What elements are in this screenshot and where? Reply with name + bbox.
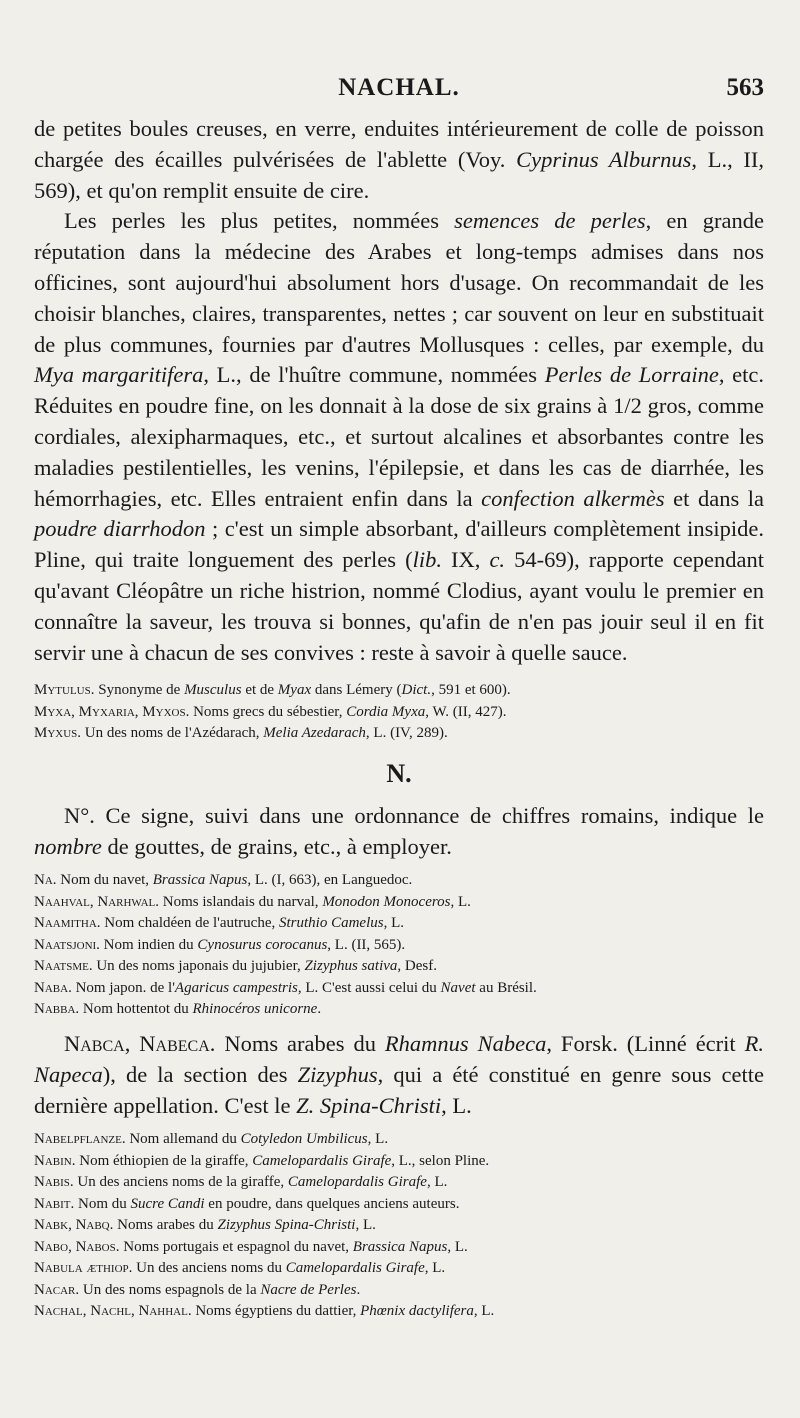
- text-run: . Nom japon. de l': [68, 979, 175, 996]
- text-run: . Noms islandais du narval,: [155, 893, 323, 910]
- dictionary-entry: [34, 1280, 764, 1302]
- entry-headword: Nabba: [34, 1001, 76, 1018]
- dictionary-entry: [34, 999, 764, 1021]
- text-run: . Noms portugais et espagnol du navet,: [115, 1238, 353, 1255]
- text-run: 54-69), rapporte cependant qu'avant Cléopâtre un riche histrion, nommé Clodius, ayant voulu le premier en connaître la saveur, les trouva si bonnes, qu'afin de n'en pas jouir seul il en fit servir une à chacun de ses convives : reste à savoir à quelle sauce.: [34, 547, 764, 665]
- text-run: , Desf.: [397, 958, 437, 975]
- italic-term: Phœnix dactylifera: [360, 1303, 474, 1320]
- text-run: dans Lémery (: [311, 682, 402, 699]
- text-run: de gouttes, de grains, etc., à employer.: [101, 833, 452, 859]
- text-run: . Nom du: [70, 1195, 131, 1212]
- dictionary-entry: [34, 935, 764, 957]
- text-run: . Nom chaldéen de l'autruche,: [96, 915, 279, 932]
- text-run: . Noms arabes du: [209, 1030, 385, 1056]
- text-run: ,: [124, 1030, 140, 1056]
- text-run: , L. (I, 663), en Languedoc.: [247, 872, 413, 889]
- entry-headword: Myxus: [34, 725, 78, 742]
- entry-list-na: [34, 870, 764, 1021]
- text-run: et dans la: [664, 485, 764, 511]
- text-run: ,: [71, 703, 79, 720]
- entry-list-nab: [34, 1129, 764, 1323]
- italic-term: poudre diarrhodon: [34, 516, 206, 542]
- text-run: au Brésil.: [475, 979, 537, 996]
- entry-headword: Nabeca: [139, 1030, 210, 1056]
- italic-term: Nacre de Perles: [260, 1281, 357, 1298]
- dictionary-entry: [34, 892, 764, 914]
- entry-headword: Nabis: [34, 1174, 70, 1191]
- text-run: . Noms égyptiens du dattier,: [187, 1303, 361, 1320]
- text-run: , L., II, 569), et qu'on remplit ensuite de cire.: [34, 146, 765, 203]
- italic-term: Myax: [277, 682, 312, 699]
- text-run: ; c'est un simple absorbant, d'ailleurs complètement insipide. Pline, qui traite longuement des perles (: [34, 516, 765, 573]
- italic-term: confection alkermès: [481, 485, 665, 511]
- text-run: Les perles les plus petites, nommées: [64, 208, 455, 234]
- page-number: 563: [726, 74, 764, 101]
- dictionary-entry: [34, 702, 764, 724]
- italic-term: Musculus: [184, 682, 242, 699]
- dictionary-entry: [34, 978, 764, 1000]
- text-run: , L.: [450, 893, 471, 910]
- text-run: , L., de l'huître commune, nommées: [203, 362, 545, 388]
- text-run: . Synonyme de: [90, 682, 185, 699]
- entry-headword: Myxos: [142, 703, 186, 720]
- italic-term: semences de perles: [454, 208, 646, 234]
- entry-headword: Narhwal: [97, 893, 156, 910]
- text-run: . Nom hottentot du: [75, 1001, 193, 1018]
- entry-headword: Myxa: [34, 703, 72, 720]
- entry-headword: Naba: [34, 979, 69, 996]
- text-run: . Un des noms japonais du jujubier,: [88, 958, 305, 975]
- dictionary-entry: [34, 1129, 764, 1151]
- text-run: .: [317, 1001, 322, 1018]
- entry-headword: Naatsme: [34, 958, 89, 975]
- text-run: . Noms arabes du: [109, 1217, 218, 1234]
- entry-headword: Na: [34, 872, 53, 889]
- italic-term: Camelopardalis Girafe: [285, 1260, 425, 1277]
- entry-headword: Nachl: [90, 1303, 132, 1320]
- text-run: . Un des anciens noms de la giraffe,: [69, 1174, 288, 1191]
- dictionary-entry: [34, 1194, 764, 1216]
- entry-headword: Mytulus: [34, 682, 91, 699]
- italic-term: Zizyphus sativa: [304, 958, 398, 975]
- italic-term: Zizyphus: [297, 1061, 378, 1087]
- entry-headword: Nacar: [34, 1281, 76, 1298]
- paragraph-nabca: [34, 1029, 764, 1121]
- text-run: , L.: [473, 1303, 495, 1320]
- text-run: , L.: [367, 1131, 389, 1148]
- entry-headword: Naamitha: [34, 915, 97, 932]
- text-run: . Un des noms espagnols de la: [75, 1281, 261, 1298]
- text-run: , L.: [383, 915, 405, 932]
- italic-term: Rhamnus Nabeca: [384, 1030, 547, 1056]
- entry-headword: Nabin: [34, 1152, 72, 1169]
- italic-term: nombre: [34, 833, 102, 859]
- italic-term: Navet: [440, 979, 476, 996]
- entry-headword: Nahhal: [138, 1303, 188, 1320]
- italic-term: c.: [489, 547, 506, 573]
- dictionary-entry: [34, 680, 764, 702]
- text-run: , L.: [426, 1174, 448, 1191]
- italic-term: Struthio Camelus: [279, 915, 384, 932]
- text-run: , 591 et 600).: [431, 682, 511, 699]
- italic-term: Brassica Napus: [352, 1238, 448, 1255]
- dictionary-entry: [34, 956, 764, 978]
- text-run: ,: [131, 1303, 139, 1320]
- entry-headword: Nabelpflanze: [34, 1131, 122, 1148]
- dictionary-entry: [34, 1258, 764, 1280]
- entry-headword: Naatsjoni: [34, 936, 97, 953]
- text-run: IX,: [441, 547, 490, 573]
- italic-term: Cotyledon Umbilicus: [240, 1131, 368, 1148]
- entry-headword: Nabca: [64, 1030, 125, 1056]
- italic-term: Mya margaritifera: [34, 362, 204, 388]
- text-run: , L. (IV, 289).: [365, 725, 448, 742]
- entry-headword: Nabos: [75, 1238, 116, 1255]
- italic-term: Camelopardalis Girafe: [252, 1152, 392, 1169]
- italic-term: Brassica Napus: [152, 872, 248, 889]
- text-run: ,: [89, 893, 98, 910]
- italic-term: Cordia Myxa: [346, 703, 426, 720]
- text-run: , qui a été constitué en genre sous cette dernière appellation. C'est le: [34, 1061, 764, 1118]
- text-run: ), de la section des: [102, 1061, 298, 1087]
- text-run: , L., selon Pline.: [391, 1152, 490, 1169]
- entry-headword: Myxaria: [78, 703, 135, 720]
- italic-term: lib.: [412, 547, 442, 573]
- text-run: . Nom allemand du: [121, 1131, 241, 1148]
- text-run: ,: [134, 703, 143, 720]
- italic-term: Cyprinus Alburnus: [516, 146, 692, 172]
- text-run: . Noms grecs du sébestier,: [185, 703, 347, 720]
- text-run: , L.: [441, 1092, 472, 1118]
- text-run: . Un des anciens noms du: [128, 1260, 286, 1277]
- text-run: . Nom du navet,: [52, 872, 153, 889]
- text-run: . Un des noms de l'Azédarach,: [77, 725, 264, 742]
- italic-term: Z. Spina-Christi: [296, 1092, 442, 1118]
- italic-term: Rhinocéros unicorne: [192, 1001, 318, 1018]
- dictionary-entry: [34, 913, 764, 935]
- text-run: , W. (II, 427).: [425, 703, 507, 720]
- dictionary-entry: [34, 1301, 764, 1323]
- text-run: , L.: [447, 1238, 468, 1255]
- text-run: de petites boules creuses, en verre, enduites intérieurement de colle de poisson chargée des écailles pulvérisées de l'ablette (Voy.: [34, 116, 764, 172]
- text-run: , L.: [355, 1217, 376, 1234]
- text-run: , Forsk. (Linné écrit: [546, 1030, 745, 1056]
- dictionary-entry: [34, 723, 764, 745]
- entry-headword: Nabula æthiop: [34, 1260, 129, 1277]
- entry-headword: Nabk: [34, 1217, 69, 1234]
- text-run: , L.: [424, 1260, 446, 1277]
- text-run: , L. (II, 565).: [327, 936, 406, 953]
- entry-list-my: [34, 680, 764, 745]
- text-run: et de: [241, 682, 278, 699]
- italic-term: Sucre Candi: [130, 1195, 205, 1212]
- italic-term: Zizyphus Spina-Christi: [217, 1217, 356, 1234]
- italic-term: Melia Azedarach: [263, 725, 366, 742]
- italic-term: R. Napeca: [34, 1030, 764, 1087]
- dictionary-entry: [34, 1237, 764, 1259]
- italic-term: Camelopardalis Girafe: [287, 1174, 427, 1191]
- paragraph-semences-de-perles: [34, 206, 764, 668]
- text-run: ,: [82, 1303, 91, 1320]
- italic-term: Agaricus campestris: [174, 979, 298, 996]
- text-run: ,: [68, 1238, 76, 1255]
- dictionary-page: [34, 68, 764, 1323]
- italic-term: Cynosurus corocanus: [197, 936, 328, 953]
- page-header: [34, 68, 764, 114]
- text-run: . Nom indien du: [96, 936, 198, 953]
- entry-headword: Nabit: [34, 1195, 71, 1212]
- text-run: , etc. Réduites en poudre fine, on les donnait à la dose de six grains à 1/2 gros, comme cordiales, alexipharmaques, etc., et surtout alcalines et absorbantes contre les maladies pestilentielles, les venins, l'épilepsie, et dans les cas de diarrhée, les hémorrhagies, etc. Elles entraient enfin dans la: [34, 362, 764, 511]
- paragraph-numero-sign: [34, 801, 764, 863]
- entry-headword: Nabo: [34, 1238, 69, 1255]
- text-run: en poudre, dans quelques anciens auteurs.: [204, 1195, 460, 1212]
- running-title: NACHAL.: [338, 74, 460, 101]
- dictionary-entry: [34, 1172, 764, 1194]
- text-run: . Nom éthiopien de la giraffe,: [71, 1152, 253, 1169]
- italic-term: Monodon Monoceros: [322, 893, 451, 910]
- entry-headword: Nachal: [34, 1303, 83, 1320]
- entry-headword: Naahval: [34, 893, 90, 910]
- text-run: N°. Ce signe, suivi dans une ordonnance de chiffres romains, indique le: [64, 802, 764, 828]
- paragraph-perles-continued: [34, 114, 764, 206]
- text-run: ,: [68, 1217, 76, 1234]
- italic-term: Dict.: [401, 682, 432, 699]
- dictionary-entry: [34, 1151, 764, 1173]
- text-run: , en grande réputation dans la médecine des Arabes et long-temps admises dans nos officines, sont aujourd'hui absolument hors d'usage. On recommandait de les choisir blanches, claires, transparentes, nettes ; car souvent on leur en substituait de plus communes, fournies par d'autres Mollusques : celles, par exemple, du: [34, 208, 764, 357]
- italic-term: Perles de Lorraine: [544, 362, 719, 388]
- entry-headword: Nabq: [75, 1217, 110, 1234]
- text-run: , L. C'est aussi celui du: [297, 979, 441, 996]
- section-letter: N.: [386, 758, 412, 788]
- dictionary-entry: [34, 870, 764, 892]
- dictionary-entry: [34, 1215, 764, 1237]
- text-run: .: [356, 1281, 361, 1298]
